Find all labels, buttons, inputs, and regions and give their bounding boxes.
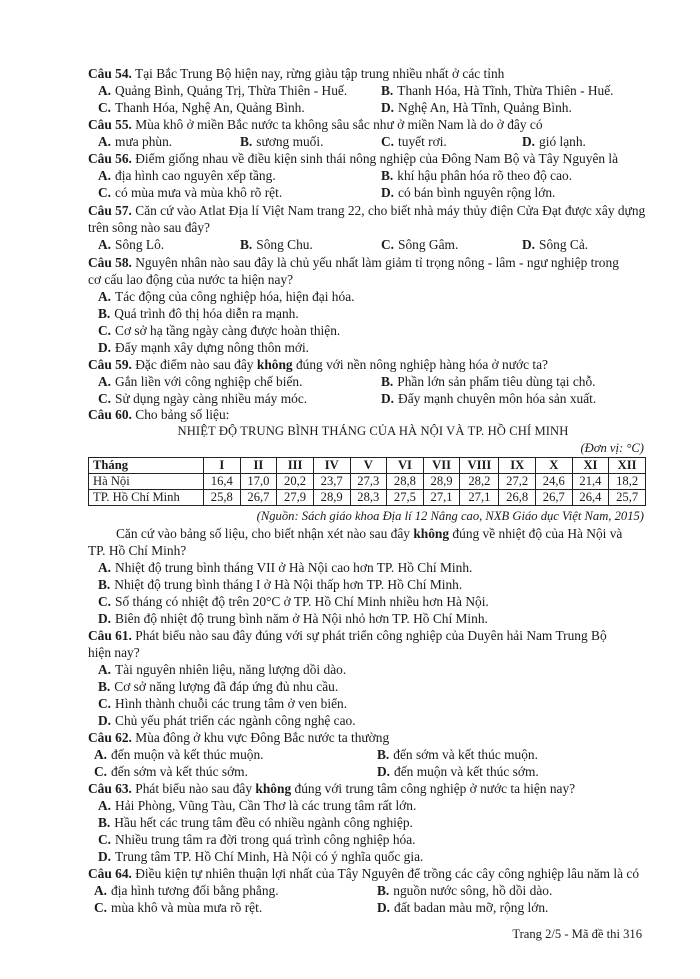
option-text: khí hậu phân hóa rõ theo độ cao. [397, 168, 573, 183]
option-c [98, 185, 282, 201]
table-header-cell: II [240, 458, 277, 474]
option-d [98, 713, 356, 729]
table-source: (Nguồn: Sách giáo khoa Địa lí 12 Nâng cao, NXB Giáo dục Việt Nam, 2015) [256, 509, 644, 523]
option-text: mùa khô và mùa mưa rõ rệt. [111, 900, 263, 915]
option-a [98, 289, 355, 305]
option-letter: C. [381, 237, 395, 252]
table-cell: 17,0 [240, 474, 277, 490]
option-letter: B. [377, 747, 390, 762]
table-cell: 24,6 [536, 474, 573, 490]
option-text: Đẩy mạnh chuyên môn hóa sản xuất. [398, 391, 597, 406]
table-header-cell: VII [423, 458, 460, 474]
table-cell: 26,4 [572, 490, 609, 506]
option-text: Trung tâm TP. Hồ Chí Minh, Hà Nội có ý nghĩa quốc gia. [115, 849, 424, 864]
option-letter: A. [98, 560, 112, 575]
option-letter: C. [98, 391, 112, 406]
option-text: Hải Phòng, Vũng Tàu, Cần Thơ là các trung tâm rất lớn. [115, 798, 417, 813]
option-d [377, 764, 539, 780]
table-row-label: Hà Nội [89, 474, 204, 490]
option-letter: D. [98, 340, 112, 355]
option-text: Thanh Hóa, Hà Tĩnh, Thừa Thiên - Huế. [397, 83, 614, 98]
question-54 [88, 66, 658, 82]
option-letter: B. [240, 134, 253, 149]
emphasis-text: không [255, 781, 292, 796]
question-55 [88, 117, 658, 133]
table-cell: 27,5 [387, 490, 424, 506]
question-61-line2: hiện nay? [88, 645, 140, 660]
table-title: NHIỆT ĐỘ TRUNG BÌNH THÁNG CỦA HÀ NỘI VÀ TP. HỒ CHÍ MINH [177, 424, 569, 438]
question-text: Mùa khô ở miền Bắc nước ta không sâu sắc như ở miền Nam là do ở đây có [135, 117, 543, 132]
option-letter: C. [98, 594, 112, 609]
option-d [98, 340, 309, 356]
option-letter: C. [98, 323, 112, 338]
question-number: Câu 59. [88, 357, 132, 372]
question-number: Câu 58. [88, 255, 132, 270]
option-text: Sông Lô. [115, 237, 165, 252]
table-header-cell: IV [313, 458, 350, 474]
option-letter: B. [98, 815, 111, 830]
table-cell: 28,9 [423, 474, 460, 490]
question-64 [88, 866, 668, 882]
option-letter: D. [377, 764, 391, 779]
option-c [98, 323, 340, 339]
option-letter: D. [522, 237, 536, 252]
option-b [98, 679, 338, 695]
option-text: Sông Cả. [539, 237, 589, 252]
option-letter: C. [98, 100, 112, 115]
table-cell: 21,4 [572, 474, 609, 490]
table-header-cell: V [350, 458, 387, 474]
table-cell: 28,2 [460, 474, 499, 490]
option-letter: A. [98, 374, 112, 389]
option-letter: C. [98, 185, 112, 200]
question-number: Câu 64. [88, 866, 132, 881]
option-text: Nhiệt độ trung bình tháng VII ở Hà Nội cao hơn TP. Hồ Chí Minh. [115, 560, 473, 575]
table-cell: 26,7 [240, 490, 277, 506]
option-text: mưa phùn. [115, 134, 173, 149]
option-d [98, 849, 423, 865]
option-letter: D. [98, 849, 112, 864]
option-b [240, 237, 313, 253]
option-c [98, 832, 416, 848]
option-text: địa hình cao nguyên xếp tầng. [115, 168, 276, 183]
option-text: Thanh Hóa, Nghệ An, Quảng Bình. [115, 100, 305, 115]
option-letter: C. [381, 134, 395, 149]
option-text: đất badan màu mỡ, rộng lớn. [394, 900, 549, 915]
option-text: Tác động của công nghiệp hóa, hiện đại hóa. [115, 289, 355, 304]
option-a [98, 374, 302, 390]
option-letter: A. [98, 134, 112, 149]
option-text: đến muộn và kết thúc sớm. [394, 764, 539, 779]
question-56 [88, 151, 658, 167]
table-header-cell: I [204, 458, 241, 474]
option-letter: D. [381, 100, 395, 115]
question-60 [88, 407, 658, 423]
question-text: Phát biểu nào sau đây [135, 781, 253, 796]
option-text: Biên độ nhiệt độ trung bình năm ở Hà Nội nhỏ hơn TP. Hồ Chí Minh. [115, 611, 488, 626]
option-text: Quá trình đô thị hóa diễn ra mạnh. [114, 306, 299, 321]
table-cell: 27,1 [423, 490, 460, 506]
table-cell: 27,3 [350, 474, 387, 490]
question-number: Câu 54. [88, 66, 132, 81]
question-58-line2: cơ cấu lao động của nước ta hiện nay? [88, 272, 294, 287]
question-text-cont: đúng với nền nông nghiệp hàng hóa ở nước ta? [295, 357, 548, 372]
option-text: Phần lớn sản phẩm tiêu dùng tại chỗ. [397, 374, 596, 389]
option-text: Nhiều trung tâm ra đời trong quá trình công nghiệp hóa. [115, 832, 416, 847]
question-63 [88, 781, 658, 797]
question-text: Căn cứ vào Atlat Địa lí Việt Nam trang 22, cho biết nhà máy thủy điện Cửa Đạt được xây dựng [135, 203, 646, 218]
option-text: Đẩy mạnh xây dựng nông thôn mới. [115, 340, 310, 355]
table-cell: 18,2 [609, 474, 646, 490]
table-cell: 26,8 [499, 490, 536, 506]
table-unit: (Đơn vị: °C) [580, 441, 644, 455]
question-62 [88, 730, 658, 746]
option-text: đến muộn và kết thúc muộn. [111, 747, 264, 762]
question-text: Điều kiện tự nhiên thuận lợi nhất của Tây Nguyên để trồng các cây công nghiệp lâu năm là có [135, 866, 640, 881]
option-a [98, 237, 164, 253]
option-letter: C. [98, 696, 112, 711]
table-row-label: TP. Hồ Chí Minh [89, 490, 204, 506]
table-row [89, 490, 646, 506]
question-text: Cho bảng số liệu: [135, 407, 230, 422]
option-b [98, 577, 462, 593]
table-cell: 23,7 [313, 474, 350, 490]
option-a [94, 883, 279, 899]
option-letter: C. [94, 900, 108, 915]
option-text: Nghệ An, Hà Tĩnh, Quảng Bình. [398, 100, 572, 115]
question-text-cont: đúng với trung tâm công nghiệp ở nước ta hiện nay? [294, 781, 576, 796]
table-header-cell: VI [387, 458, 424, 474]
option-letter: D. [98, 611, 112, 626]
option-letter: C. [94, 764, 108, 779]
option-text: Gắn liền với công nghiệp chế biến. [115, 374, 303, 389]
question-61 [88, 628, 658, 644]
question-number: Câu 61. [88, 628, 132, 643]
question-60-prompt [116, 526, 658, 542]
option-c [94, 764, 248, 780]
option-d [522, 237, 588, 253]
option-text: Sông Gâm. [398, 237, 459, 252]
table-header-cell: XI [572, 458, 609, 474]
temperature-table [88, 457, 646, 506]
option-letter: A. [98, 289, 112, 304]
option-letter: B. [377, 883, 390, 898]
option-letter: B. [381, 83, 394, 98]
table-header-cell: Tháng [89, 458, 204, 474]
question-number: Câu 62. [88, 730, 132, 745]
option-b [240, 134, 323, 150]
option-c [94, 900, 262, 916]
option-letter: B. [98, 306, 111, 321]
option-d [98, 611, 488, 627]
question-58 [88, 255, 658, 271]
option-b [381, 374, 596, 390]
option-text: Nhiệt độ trung bình tháng I ở Hà Nội thấp hơn TP. Hồ Chí Minh. [114, 577, 463, 592]
option-letter: D. [377, 900, 391, 915]
table-header-cell: X [536, 458, 573, 474]
emphasis-text: không [256, 357, 293, 372]
option-a [98, 560, 472, 576]
option-letter: D. [381, 185, 395, 200]
option-a [98, 134, 172, 150]
option-a [98, 168, 276, 184]
option-text: sương muối. [256, 134, 324, 149]
option-d [522, 134, 586, 150]
table-cell: 27,9 [277, 490, 314, 506]
option-d [377, 900, 548, 916]
question-59 [88, 357, 658, 373]
option-letter: A. [98, 83, 112, 98]
option-letter: A. [94, 747, 108, 762]
option-letter: D. [98, 713, 112, 728]
option-b [381, 168, 572, 184]
table-header-cell: XII [609, 458, 646, 474]
option-letter: A. [98, 798, 112, 813]
option-c [381, 134, 447, 150]
table-header-row [89, 458, 646, 474]
option-a [94, 747, 264, 763]
table-header-cell: IX [499, 458, 536, 474]
question-number: Câu 57. [88, 203, 132, 218]
option-text: Sông Chu. [256, 237, 313, 252]
question-57-line2: trên sông nào sau đây? [88, 220, 210, 235]
option-text: đến sớm và kết thúc sớm. [111, 764, 248, 779]
option-letter: C. [98, 832, 112, 847]
option-letter: B. [98, 679, 111, 694]
question-number: Câu 55. [88, 117, 132, 132]
option-b [377, 883, 552, 899]
option-letter: D. [522, 134, 536, 149]
option-d [381, 391, 596, 407]
option-letter: B. [381, 374, 394, 389]
option-c [381, 237, 458, 253]
question-text: Nguyên nhân nào sau đây là chủ yếu nhất làm giảm tỉ trọng nông - lâm - ngư nghiệp trong [135, 255, 619, 270]
option-text: Cơ sở hạ tầng ngày càng được hoàn thiện. [115, 323, 341, 338]
option-text: Hình thành chuỗi các trung tâm ở ven biển. [115, 696, 348, 711]
prompt-text: Căn cứ vào bảng số liệu, cho biết nhận xét nào sau đây [116, 526, 410, 541]
option-text: đến sớm và kết thúc muộn. [393, 747, 538, 762]
emphasis-text: không [413, 526, 450, 541]
table-cell: 25,8 [204, 490, 241, 506]
question-text: Mùa đông ở khu vực Đông Bắc nước ta thường [135, 730, 390, 745]
question-number: Câu 63. [88, 781, 132, 796]
option-text: tuyết rơi. [398, 134, 447, 149]
option-letter: B. [98, 577, 111, 592]
option-d [381, 185, 555, 201]
option-text: Cơ sở năng lượng đã đáp ứng đủ nhu cầu. [114, 679, 339, 694]
question-57 [88, 203, 658, 219]
prompt-text-cont: đúng về nhiệt độ của Hà Nội và [452, 526, 623, 541]
table-row [89, 474, 646, 490]
option-letter: D. [381, 391, 395, 406]
option-c [98, 100, 305, 116]
table-cell: 20,2 [277, 474, 314, 490]
question-60-prompt-line2: TP. Hồ Chí Minh? [88, 543, 187, 558]
option-b [381, 83, 614, 99]
option-text: có mùa mưa và mùa khô rõ rệt. [115, 185, 283, 200]
table-cell: 16,4 [204, 474, 241, 490]
option-text: Số tháng có nhiệt độ trên 20°C ở TP. Hồ Chí Minh nhiều hơn Hà Nội. [115, 594, 489, 609]
table-cell: 28,3 [350, 490, 387, 506]
option-b [377, 747, 538, 763]
option-a [98, 662, 346, 678]
table-header-cell: III [277, 458, 314, 474]
question-number: Câu 60. [88, 407, 132, 422]
option-text: Chủ yếu phát triển các ngành công nghệ cao. [115, 713, 356, 728]
question-text: Tại Bắc Trung Bộ hiện nay, rừng giàu tập trung nhiều nhất ở các tỉnh [135, 66, 505, 81]
table-cell: 28,9 [313, 490, 350, 506]
option-c [98, 391, 307, 407]
option-text: gió lạnh. [539, 134, 586, 149]
option-letter: B. [240, 237, 253, 252]
question-text: Đặc điểm nào sau đây [135, 357, 254, 372]
option-text: Sử dụng ngày càng nhiều máy móc. [115, 391, 308, 406]
option-b [98, 306, 299, 322]
option-letter: A. [98, 662, 112, 677]
option-d [381, 100, 572, 116]
table-cell: 27,1 [460, 490, 499, 506]
page-footer: Trang 2/5 - Mã đề thi 316 [512, 927, 642, 941]
option-a [98, 83, 347, 99]
option-letter: A. [98, 168, 112, 183]
table-cell: 25,7 [609, 490, 646, 506]
option-a [98, 798, 416, 814]
option-text: Quảng Bình, Quảng Trị, Thừa Thiên - Huế. [115, 83, 348, 98]
table-cell: 28,8 [387, 474, 424, 490]
option-text: Tài nguyên nhiên liệu, năng lượng dồi dào. [115, 662, 347, 677]
question-text: Điểm giống nhau về điều kiện sinh thái nông nghiệp của Đông Nam Bộ và Tây Nguyên là [135, 151, 619, 166]
question-number: Câu 56. [88, 151, 132, 166]
option-letter: A. [94, 883, 108, 898]
option-text: nguồn nước sông, hồ dồi dào. [393, 883, 553, 898]
option-text: có bán bình nguyên rộng lớn. [398, 185, 556, 200]
table-header-cell: VIII [460, 458, 499, 474]
option-c [98, 696, 347, 712]
option-b [98, 815, 413, 831]
option-c [98, 594, 489, 610]
table-cell: 26,7 [536, 490, 573, 506]
table-cell: 27,2 [499, 474, 536, 490]
option-letter: A. [98, 237, 112, 252]
question-text: Phát biểu nào sau đây đúng với sự phát triển công nghiệp của Duyên hải Nam Trung Bộ [135, 628, 607, 643]
option-text: địa hình tương đối bằng phẳng. [111, 883, 279, 898]
option-text: Hầu hết các trung tâm đều có nhiều ngành công nghiệp. [114, 815, 413, 830]
option-letter: B. [381, 168, 394, 183]
